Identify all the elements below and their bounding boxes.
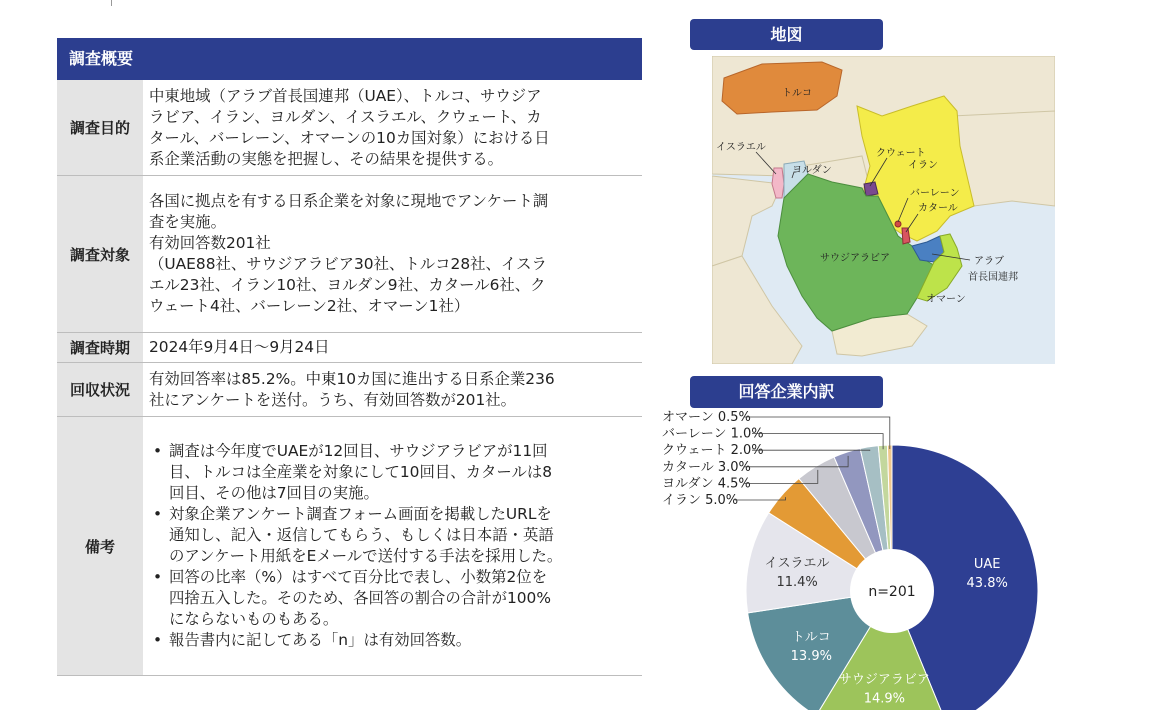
pie-label-value: 43.8% (966, 576, 1008, 592)
remarks-item (169, 504, 636, 567)
remarks-item (169, 441, 636, 504)
pie-label-name: イスラエル (764, 556, 830, 571)
row-content-purpose (143, 80, 642, 175)
pie-chart-svg (640, 405, 1170, 710)
pie-chart-title: 回答企業内訳 (690, 376, 883, 408)
text-line: 中東地域（アラブ首長国連邦（UAE）、トルコ、サウジア (149, 86, 542, 105)
remarks-item (169, 567, 636, 630)
row-target (57, 176, 642, 333)
pie-outside-label: イラン 5.0% (662, 493, 739, 508)
survey-overview-table (57, 38, 642, 676)
row-label-target: 調査対象 (57, 176, 143, 332)
country-qatar (902, 228, 910, 244)
text-line: （UAE88社、サウジアラビア30社、トルコ28社、イスラ (149, 255, 547, 273)
label-jordan: ヨルダン (792, 165, 832, 176)
middle-east-map (712, 56, 1055, 364)
label-kuwait: クウェート (876, 148, 926, 159)
row-label-purpose: 調査目的 (57, 80, 143, 175)
label-turkey: トルコ (782, 88, 812, 99)
text-line: • 回答の比率（%）はすべて百分比で表し、小数第2位を (169, 568, 548, 586)
text-line: エル23社、イラン10社、ヨルダン9社、カタール6社、ク (149, 276, 546, 294)
row-collection (57, 363, 642, 417)
pie-leader-line (752, 434, 883, 450)
pie-outside-label: カタール 3.0% (662, 459, 751, 475)
map-title: 地図 (690, 19, 883, 50)
map-svg (712, 56, 1055, 364)
text-line: • 調査は今年度でUAEが12回目、サウジアラビアが11回 (169, 442, 548, 460)
text-line: • 対象企業アンケート調査フォーム画面を掲載したURLを (169, 505, 552, 523)
pie-label-name: サウジアラビア (838, 672, 930, 688)
row-remarks (57, 417, 642, 676)
text-line: 有効回答率は85.2%。中東10カ国に進出する日系企業236 (149, 369, 555, 388)
respondent-breakdown-chart (640, 405, 1170, 710)
pie-outside-label: ヨルダン 4.5% (662, 476, 751, 492)
pie-label-value: 11.4% (776, 575, 818, 590)
text-line: タール、バーレーン、オマーンの10カ国対象）における日 (149, 128, 550, 147)
text-line: 各国に拠点を有する日系企業を対象に現地でアンケート調 (149, 192, 549, 210)
pie-outside-label: バーレーン 1.0% (662, 426, 764, 442)
label-uae-1: アラブ (974, 256, 1004, 267)
remarks-list (149, 441, 636, 651)
pie-label-name: UAE (973, 557, 1001, 573)
row-label-collection: 回収状況 (57, 363, 143, 416)
page-edge-tick (111, 0, 112, 6)
text-line: 系企業活動の実態を把握し、その結果を提供する。 (149, 149, 503, 168)
text-line: 社にアンケートを送付。うち、有効回答数が201社。 (149, 390, 517, 409)
text-line: 目、トルコは全産業を対象にして10回目、カタールは8 (169, 463, 553, 481)
label-bahrain: バーレーン (910, 188, 960, 199)
text-line: 査を実施。 (149, 213, 226, 231)
label-israel: イスラエル (716, 142, 766, 153)
pie-outside-label: クウェート 2.0% (662, 443, 764, 459)
row-period (57, 333, 642, 363)
pie-label-value: 13.9% (790, 648, 832, 664)
survey-table-header: 調査概要 (57, 38, 642, 80)
text-line: 四捨五入した。そのため、各回答の割合の合計が100% (169, 589, 551, 607)
pie-outside-label: オマーン 0.5% (662, 410, 751, 425)
row-content-collection (143, 363, 642, 416)
pie-leader-line (743, 417, 889, 449)
row-content-remarks (143, 417, 642, 675)
text-line: ウェート4社、バーレーン2社、オマーン1社） (149, 297, 470, 315)
pie-label-name: トルコ (791, 629, 831, 645)
label-iran: イラン (908, 160, 938, 171)
label-oman: オマーン (926, 294, 966, 305)
remarks-item (169, 630, 636, 651)
label-uae-2: 首長国連邦 (968, 272, 1018, 283)
text-line: 2024年9月4日～9月24日 (149, 338, 330, 356)
row-purpose (57, 80, 642, 176)
text-line: ラビア、イラン、ヨルダン、イスラエル、クウェート、カ (149, 107, 542, 126)
text-line: 通知し、記入・返信してもらう、もしくは日本語・英語 (169, 526, 554, 544)
text-line: • 報告書内に記してある「n」は有効回答数。 (169, 631, 472, 649)
pie-center-label: n=201 (868, 584, 916, 600)
row-content-period (143, 333, 642, 362)
row-content-target (143, 176, 642, 332)
row-label-remarks: 備考 (57, 417, 143, 675)
label-qatar: カタール (918, 203, 958, 214)
text-line: にならないものもある。 (169, 610, 339, 628)
label-saudi-arabia: サウジアラビア (820, 253, 890, 264)
text-line: 有効回答数201社 (149, 234, 271, 252)
row-label-period: 調査時期 (57, 333, 143, 362)
pie-label-value: 14.9% (863, 691, 906, 707)
text-line: のアンケート用紙をEメールで送付する手法を採用した。 (169, 547, 563, 565)
text-line: 回目、その他は7回目の実施。 (169, 484, 379, 502)
